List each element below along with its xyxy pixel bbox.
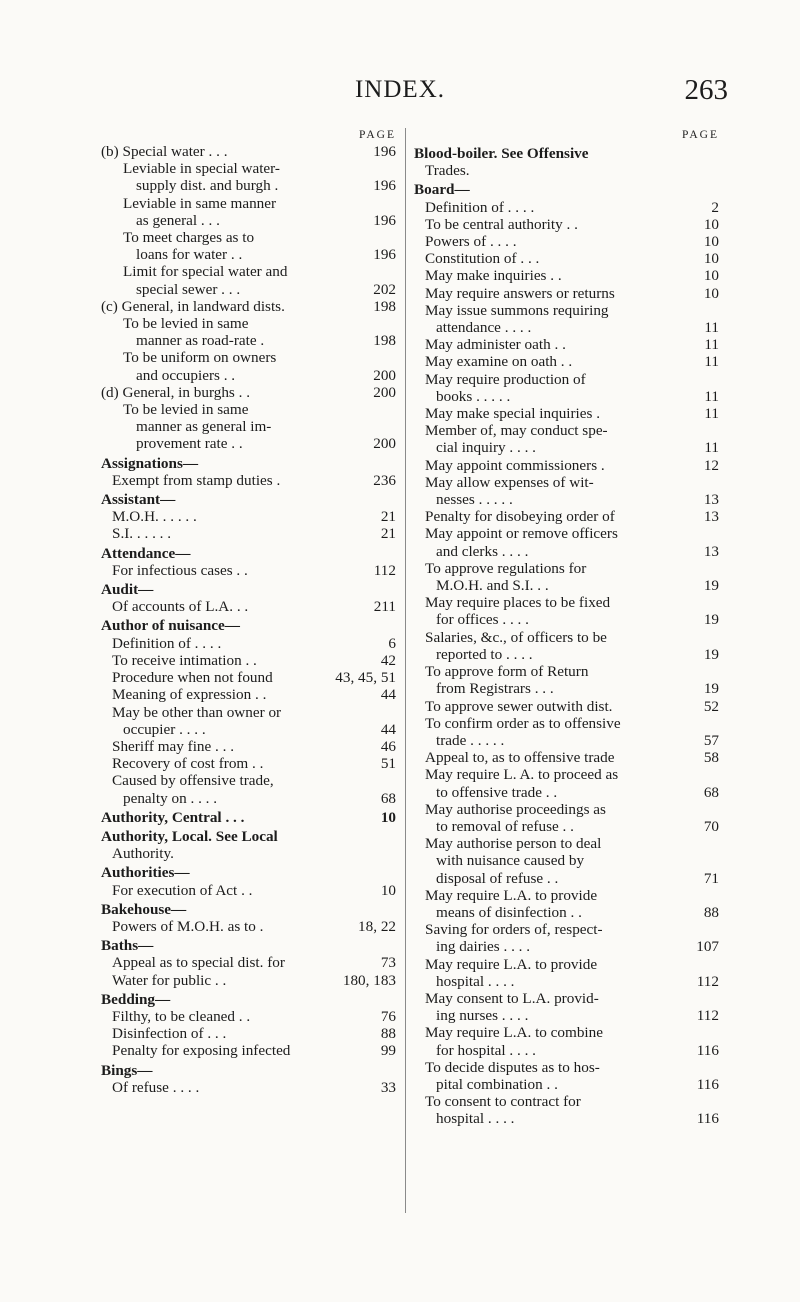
entry-text: hospital . . . . bbox=[436, 972, 515, 990]
index-heading bbox=[414, 181, 719, 198]
index-entry bbox=[414, 560, 719, 577]
entry-page-ref: 71 bbox=[703, 869, 719, 887]
entry-text: Appeal to, as to offensive trade bbox=[425, 749, 615, 767]
index-entry bbox=[414, 491, 719, 508]
index-entry bbox=[414, 611, 719, 628]
entry-text: Bings— bbox=[101, 1061, 153, 1079]
index-heading bbox=[101, 617, 396, 634]
entry-text: May make special inquiries . bbox=[425, 405, 601, 423]
index-entry bbox=[414, 749, 719, 766]
index-entry bbox=[414, 801, 719, 818]
index-entry bbox=[101, 472, 396, 489]
entry-text: Trades. bbox=[425, 162, 470, 180]
index-entry bbox=[414, 663, 719, 680]
entry-page-ref: 19 bbox=[703, 680, 719, 698]
entry-text: May appoint commissioners . bbox=[425, 456, 605, 474]
entry-page-ref: 202 bbox=[373, 280, 396, 298]
entry-text: Powers of M.O.H. as to . bbox=[112, 917, 264, 935]
page-column-label: PAGE bbox=[682, 129, 719, 141]
index-entry bbox=[101, 882, 396, 899]
entry-text: as general . . . bbox=[136, 211, 220, 229]
entry-page-ref: 200 bbox=[373, 435, 396, 453]
entry-text: occupier . . . . bbox=[123, 720, 206, 738]
entry-text: Authority, Local. See Local bbox=[101, 827, 278, 845]
index-entry bbox=[101, 298, 396, 315]
entry-text: (d) General, in burghs . . bbox=[101, 383, 251, 401]
index-entry bbox=[101, 246, 396, 263]
index-entry bbox=[414, 904, 719, 921]
entry-page-ref: 99 bbox=[380, 1042, 396, 1060]
entry-text: To meet charges as to bbox=[123, 229, 255, 247]
entry-text: To consent to contract for bbox=[425, 1093, 581, 1111]
entry-text: books . . . . . bbox=[436, 387, 511, 405]
entry-page-ref: 13 bbox=[703, 491, 719, 509]
page-number: 263 bbox=[684, 74, 728, 106]
entry-text: special sewer . . . bbox=[136, 280, 241, 298]
entry-page-ref: 21 bbox=[380, 525, 396, 543]
index-entry bbox=[414, 835, 719, 852]
index-entry bbox=[414, 680, 719, 697]
entry-page-ref: 10 bbox=[380, 808, 396, 826]
index-entry bbox=[414, 543, 719, 560]
entry-page-ref: 116 bbox=[696, 1075, 719, 1093]
entry-page-ref: 58 bbox=[703, 749, 719, 767]
entry-text: provement rate . . bbox=[136, 435, 243, 453]
index-entry bbox=[414, 388, 719, 405]
index-heading bbox=[101, 1062, 396, 1079]
entry-text: S.I. . . . . . bbox=[112, 525, 172, 543]
entry-page-ref: 76 bbox=[380, 1007, 396, 1025]
entry-text: For execution of Act . . bbox=[112, 881, 253, 899]
index-entry bbox=[101, 772, 396, 789]
column-divider bbox=[405, 128, 406, 1213]
entry-page-ref: 196 bbox=[373, 177, 396, 195]
index-entry bbox=[414, 525, 719, 542]
entry-text: Audit— bbox=[101, 581, 154, 599]
entry-text: May examine on oath . . bbox=[425, 353, 573, 371]
page-column-label: PAGE bbox=[359, 129, 396, 141]
entry-text: to offensive trade . . bbox=[436, 783, 558, 801]
entry-text: May make inquiries . . bbox=[425, 267, 562, 285]
index-entry bbox=[414, 474, 719, 491]
entry-text: hospital . . . . bbox=[436, 1110, 515, 1128]
entry-page-ref: 43, 45, 51 bbox=[335, 669, 396, 687]
index-entry bbox=[414, 285, 719, 302]
entry-text: May require L.A. to combine bbox=[425, 1024, 603, 1042]
index-entry bbox=[414, 629, 719, 646]
index-entry bbox=[101, 384, 396, 401]
index-entry bbox=[414, 457, 719, 474]
index-entry bbox=[101, 418, 396, 435]
index-entry bbox=[414, 921, 719, 938]
entry-text: To decide disputes as to hos- bbox=[425, 1058, 600, 1076]
index-entry bbox=[101, 435, 396, 452]
entry-text: Water for public . . bbox=[112, 971, 227, 989]
index-entry bbox=[101, 177, 396, 194]
index-entry bbox=[101, 704, 396, 721]
entry-text: for hospital . . . . bbox=[436, 1041, 536, 1059]
index-entry bbox=[414, 422, 719, 439]
index-entry bbox=[101, 401, 396, 418]
entry-page-ref: 70 bbox=[703, 817, 719, 835]
entry-text: M.O.H. . . . . . bbox=[112, 508, 197, 526]
index-entry bbox=[414, 439, 719, 456]
entry-text: pital combination . . bbox=[436, 1075, 558, 1093]
entry-text: disposal of refuse . . bbox=[436, 869, 559, 887]
entry-page-ref: 200 bbox=[373, 366, 396, 384]
entry-page-ref: 200 bbox=[373, 383, 396, 401]
entry-text: May consent to L.A. provid- bbox=[425, 989, 599, 1007]
index-entry bbox=[101, 349, 396, 366]
entry-page-ref: 198 bbox=[373, 332, 396, 350]
left-entries bbox=[101, 143, 396, 1096]
entry-text: To receive intimation . . bbox=[112, 651, 257, 669]
entry-text: Bakehouse— bbox=[101, 900, 187, 918]
entry-text: Appeal as to special dist. for bbox=[112, 954, 285, 972]
right-entries bbox=[414, 145, 719, 1128]
entry-text: To be uniform on owners bbox=[123, 349, 277, 367]
index-entry bbox=[101, 195, 396, 212]
entry-page-ref: 107 bbox=[696, 938, 719, 956]
index-heading bbox=[101, 937, 396, 954]
entry-page-ref: 68 bbox=[703, 783, 719, 801]
entry-text: ing dairies . . . . bbox=[436, 938, 531, 956]
entry-text: Caused by offensive trade, bbox=[112, 772, 274, 790]
index-entry bbox=[101, 845, 396, 862]
entry-page-ref: 51 bbox=[380, 755, 396, 773]
entry-page-ref: 19 bbox=[703, 611, 719, 629]
entry-text: manner as general im- bbox=[136, 418, 272, 436]
page-header bbox=[0, 76, 800, 106]
index-entry bbox=[414, 577, 719, 594]
entry-text: for offices . . . . bbox=[436, 611, 529, 629]
index-entry bbox=[101, 669, 396, 686]
index-heading bbox=[101, 491, 396, 508]
index-entry bbox=[414, 973, 719, 990]
index-entry bbox=[101, 918, 396, 935]
entry-page-ref: 13 bbox=[703, 542, 719, 560]
entry-page-ref: 11 bbox=[704, 319, 719, 337]
entry-text: Recovery of cost from . . bbox=[112, 755, 264, 773]
index-entry bbox=[414, 784, 719, 801]
entry-text: May issue summons requiring bbox=[425, 301, 609, 319]
entry-text: trade . . . . . bbox=[436, 731, 505, 749]
entry-page-ref: 112 bbox=[373, 561, 396, 579]
index-entry bbox=[414, 887, 719, 904]
entry-text: manner as road-rate . bbox=[136, 332, 265, 350]
index-entry bbox=[414, 353, 719, 370]
entry-text: Bedding— bbox=[101, 990, 171, 1008]
index-entry bbox=[414, 405, 719, 422]
entry-text: May appoint or remove officers bbox=[425, 525, 618, 543]
index-entry bbox=[101, 790, 396, 807]
entry-text: May require answers or returns bbox=[425, 284, 615, 302]
index-entry bbox=[414, 508, 719, 525]
index-entry bbox=[101, 652, 396, 669]
entry-text: cial inquiry . . . . bbox=[436, 439, 536, 457]
index-entry bbox=[414, 938, 719, 955]
entry-text: May administer oath . . bbox=[425, 336, 566, 354]
entry-page-ref: 52 bbox=[703, 697, 719, 715]
entry-text: loans for water . . bbox=[136, 246, 243, 264]
entry-page-ref: 196 bbox=[373, 143, 396, 160]
entry-page-ref: 2 bbox=[711, 198, 719, 216]
entry-page-ref: 211 bbox=[373, 598, 396, 616]
index-entry bbox=[414, 1024, 719, 1041]
index-entry bbox=[101, 1025, 396, 1042]
index-entry bbox=[414, 371, 719, 388]
index-entry bbox=[414, 818, 719, 835]
entry-page-ref: 10 bbox=[703, 250, 719, 268]
entry-text: May require L. A. to proceed as bbox=[425, 766, 619, 784]
entry-page-ref: 11 bbox=[704, 336, 719, 354]
entry-text: Penalty for disobeying order of bbox=[425, 508, 615, 526]
index-entry bbox=[414, 698, 719, 715]
entry-text: Penalty for exposing infected bbox=[112, 1042, 291, 1060]
index-heading bbox=[101, 809, 396, 826]
entry-text: Saving for orders of, respect- bbox=[425, 921, 603, 939]
entry-text: Meaning of expression . . bbox=[112, 686, 267, 704]
index-entry bbox=[101, 315, 396, 332]
entry-text: Filthy, to be cleaned . . bbox=[112, 1007, 251, 1025]
entry-page-ref: 116 bbox=[696, 1110, 719, 1128]
entry-page-ref: 11 bbox=[704, 387, 719, 405]
index-entry bbox=[414, 199, 719, 216]
entry-page-ref: 116 bbox=[696, 1041, 719, 1059]
entry-page-ref: 68 bbox=[380, 789, 396, 807]
entry-text: and clerks . . . . bbox=[436, 542, 529, 560]
index-entry bbox=[101, 635, 396, 652]
index-entry bbox=[101, 332, 396, 349]
entry-text: Blood-boiler. See Offensive bbox=[414, 145, 589, 162]
index-entry bbox=[414, 1110, 719, 1127]
entry-page-ref: 180, 183 bbox=[342, 971, 396, 989]
entry-text: Attendance— bbox=[101, 544, 191, 562]
index-entry bbox=[414, 715, 719, 732]
index-entry bbox=[414, 1042, 719, 1059]
entry-text: from Registrars . . . bbox=[436, 680, 554, 698]
entry-text: nesses . . . . . bbox=[436, 491, 513, 509]
entry-text: May require production of bbox=[425, 370, 586, 388]
entry-text: To confirm order as to offensive bbox=[425, 714, 621, 732]
entry-text: Board— bbox=[414, 181, 470, 199]
entry-page-ref: 57 bbox=[703, 731, 719, 749]
index-entry bbox=[101, 686, 396, 703]
entry-text: Baths— bbox=[101, 937, 154, 955]
entry-text: Assignations— bbox=[101, 454, 199, 472]
entry-text: reported to . . . . bbox=[436, 645, 533, 663]
entry-page-ref: 10 bbox=[703, 267, 719, 285]
entry-page-ref: 21 bbox=[380, 508, 396, 526]
index-entry bbox=[101, 1079, 396, 1096]
index-entry bbox=[414, 267, 719, 284]
entry-page-ref: 10 bbox=[380, 881, 396, 899]
index-entry bbox=[101, 755, 396, 772]
entry-page-ref: 6 bbox=[388, 634, 396, 652]
index-entry bbox=[101, 738, 396, 755]
entry-text: Authorities— bbox=[101, 864, 190, 882]
index-heading bbox=[101, 991, 396, 1008]
index-entry bbox=[414, 216, 719, 233]
entry-page-ref: 19 bbox=[703, 645, 719, 663]
entry-text: Constitution of . . . bbox=[425, 250, 540, 268]
entry-page-ref: 44 bbox=[380, 686, 396, 704]
index-entry bbox=[414, 1076, 719, 1093]
entry-page-ref: 10 bbox=[703, 233, 719, 251]
entry-page-ref: 13 bbox=[703, 508, 719, 526]
entry-text: to removal of refuse . . bbox=[436, 817, 574, 835]
entry-text: Limit for special water and bbox=[123, 263, 288, 281]
index-heading bbox=[101, 864, 396, 881]
entry-page-ref: 33 bbox=[380, 1078, 396, 1096]
entry-page-ref: 112 bbox=[696, 972, 719, 990]
entry-page-ref: 46 bbox=[380, 737, 396, 755]
entry-page-ref: 88 bbox=[703, 903, 719, 921]
index-entry bbox=[414, 162, 719, 179]
entry-text: Of refuse . . . . bbox=[112, 1078, 200, 1096]
entry-text: Leviable in same manner bbox=[123, 194, 277, 212]
entry-text: May be other than owner or bbox=[112, 703, 282, 721]
index-entry bbox=[414, 336, 719, 353]
index-entry bbox=[101, 598, 396, 615]
entry-page-ref: 11 bbox=[704, 405, 719, 423]
entry-text: To approve sewer outwith dist. bbox=[425, 697, 613, 715]
entry-text: Definition of . . . . bbox=[112, 634, 222, 652]
index-entry bbox=[414, 870, 719, 887]
entry-text: Authority. bbox=[112, 845, 174, 863]
entry-text: To approve form of Return bbox=[425, 663, 589, 681]
entry-text: supply dist. and burgh . bbox=[136, 177, 279, 195]
index-entry bbox=[101, 367, 396, 384]
index-entry bbox=[414, 990, 719, 1007]
entry-page-ref: 198 bbox=[373, 297, 396, 315]
index-entry bbox=[414, 594, 719, 611]
entry-text: penalty on . . . . bbox=[123, 789, 218, 807]
entry-text: To be central authority . . bbox=[425, 215, 578, 233]
index-entry bbox=[101, 143, 396, 160]
entry-text: M.O.H. and S.I. . . bbox=[436, 577, 549, 595]
index-heading bbox=[414, 145, 719, 162]
left-index-column bbox=[101, 128, 396, 1096]
entry-page-ref: 10 bbox=[703, 215, 719, 233]
index-entry bbox=[101, 229, 396, 246]
entry-text: Sheriff may fine . . . bbox=[112, 737, 235, 755]
entry-text: Of accounts of L.A. . . bbox=[112, 598, 249, 616]
index-heading bbox=[101, 581, 396, 598]
entry-text: attendance . . . . bbox=[436, 319, 532, 337]
entry-text: To be levied in same bbox=[123, 315, 249, 333]
entry-text: May require L.A. to provide bbox=[425, 886, 598, 904]
entry-text: Powers of . . . . bbox=[425, 233, 517, 251]
entry-text: Exempt from stamp duties . bbox=[112, 471, 281, 489]
index-entry bbox=[414, 302, 719, 319]
entry-text: Assistant— bbox=[101, 491, 176, 509]
entry-page-ref: 236 bbox=[373, 471, 396, 489]
index-entry bbox=[101, 263, 396, 280]
index-entry bbox=[101, 160, 396, 177]
index-entry bbox=[414, 233, 719, 250]
entry-text: Member of, may conduct spe- bbox=[425, 422, 608, 440]
entry-text: ing nurses . . . . bbox=[436, 1007, 529, 1025]
index-entry bbox=[101, 1008, 396, 1025]
entry-page-ref: 11 bbox=[704, 439, 719, 457]
right-index-column bbox=[414, 128, 719, 1128]
index-entry bbox=[101, 972, 396, 989]
entry-page-ref: 112 bbox=[696, 1007, 719, 1025]
index-entry bbox=[414, 766, 719, 783]
entry-text: To approve regulations for bbox=[425, 559, 587, 577]
entry-text: Definition of . . . . bbox=[425, 198, 535, 216]
entry-text: (b) Special water . . . bbox=[101, 143, 228, 160]
index-entry bbox=[414, 646, 719, 663]
index-entry bbox=[101, 954, 396, 971]
entry-page-ref: 73 bbox=[380, 954, 396, 972]
entry-text: and occupiers . . bbox=[136, 366, 236, 384]
entry-text: May authorise proceedings as bbox=[425, 800, 606, 818]
entry-text: May allow expenses of wit- bbox=[425, 473, 594, 491]
running-title: INDEX. bbox=[354, 76, 445, 103]
index-entry bbox=[414, 250, 719, 267]
entry-text: Procedure when not found bbox=[112, 669, 273, 687]
index-entry bbox=[414, 1007, 719, 1024]
entry-text: Author of nuisance— bbox=[101, 617, 240, 635]
index-entry bbox=[414, 956, 719, 973]
index-heading bbox=[101, 828, 396, 845]
index-entry bbox=[414, 1093, 719, 1110]
entry-text: May authorise person to deal bbox=[425, 835, 602, 853]
index-entry bbox=[101, 212, 396, 229]
entry-text: For infectious cases . . bbox=[112, 561, 248, 579]
index-entry bbox=[414, 1059, 719, 1076]
entry-text: May require L.A. to provide bbox=[425, 955, 598, 973]
index-heading bbox=[101, 545, 396, 562]
entry-page-ref: 10 bbox=[703, 284, 719, 302]
entry-page-ref: 19 bbox=[703, 577, 719, 595]
index-entry bbox=[414, 732, 719, 749]
entry-page-ref: 88 bbox=[380, 1025, 396, 1043]
entry-text: Authority, Central . . . bbox=[101, 808, 245, 826]
entry-page-ref: 12 bbox=[703, 456, 719, 474]
entry-text: Leviable in special water- bbox=[123, 160, 280, 178]
entry-page-ref: 196 bbox=[373, 211, 396, 229]
entry-page-ref: 42 bbox=[380, 651, 396, 669]
entry-text: To be levied in same bbox=[123, 401, 249, 419]
entry-text: Disinfection of . . . bbox=[112, 1025, 227, 1043]
index-entry bbox=[414, 319, 719, 336]
entry-page-ref: 44 bbox=[380, 720, 396, 738]
index-entry bbox=[101, 281, 396, 298]
index-entry bbox=[101, 1042, 396, 1059]
entry-text: means of disinfection . . bbox=[436, 903, 582, 921]
entry-page-ref: 11 bbox=[704, 353, 719, 371]
index-entry bbox=[414, 852, 719, 869]
index-heading bbox=[101, 455, 396, 472]
entry-page-ref: 196 bbox=[373, 246, 396, 264]
index-entry bbox=[101, 721, 396, 738]
entry-text: Salaries, &c., of officers to be bbox=[425, 628, 607, 646]
entry-text: with nuisance caused by bbox=[436, 852, 585, 870]
index-entry bbox=[101, 508, 396, 525]
index-entry bbox=[101, 525, 396, 542]
index-heading bbox=[101, 901, 396, 918]
entry-text: (c) General, in landward dists. bbox=[101, 297, 285, 315]
entry-page-ref: 18, 22 bbox=[358, 917, 396, 935]
index-entry bbox=[101, 562, 396, 579]
entry-text: May require places to be fixed bbox=[425, 594, 611, 612]
